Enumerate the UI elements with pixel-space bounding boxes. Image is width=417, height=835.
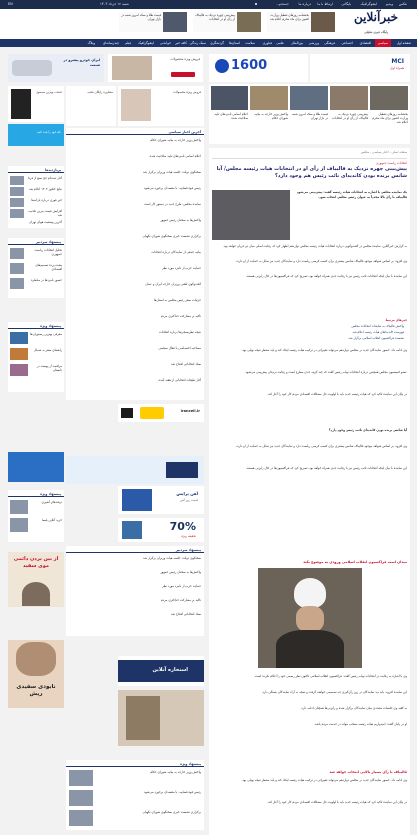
article-subheading: آیا شانس برنده بودن کاندیدای نائب رئیس وجود دارد؟ <box>328 428 407 432</box>
top-bar <box>0 0 417 9</box>
irancell-logo <box>140 407 164 419</box>
nav-item-infographic[interactable]: اینفوگرافیک <box>137 40 154 45</box>
header-story-thumb <box>311 12 335 32</box>
article-kicker: انتخابات ریاست جمهوری <box>376 161 407 165</box>
ad-image <box>122 521 142 539</box>
list-item[interactable]: تحلیل انتخابات ریاست جمهوری <box>34 248 62 256</box>
header-story-text: بخشنامه روزهای تعطیل وزارت کشور برای ماه محرم اعلام شد <box>269 13 309 21</box>
featured-thumb[interactable] <box>250 86 288 110</box>
list-item[interactable]: آخرین وضعیت هوای تهران <box>29 220 62 224</box>
box-title: پیشنهاد ویژه <box>40 491 61 496</box>
nav-item-provinces[interactable]: استان‌ها <box>229 40 240 45</box>
nav-item-film[interactable]: فیلم <box>125 40 131 45</box>
list-item[interactable]: تاکید بر مشارکت حداکثری مردم <box>160 314 201 318</box>
topbar-link-infographic[interactable]: اینفوگرافیک <box>360 2 377 6</box>
list-item[interactable]: واکنش‌ها به سخنان رئیس جمهور <box>160 570 201 574</box>
ad-caption: تخفیف ویژه <box>181 534 196 538</box>
ad-text: ایران خودرو پیشرو در صنعت <box>63 58 100 67</box>
ad-url: irancell.ir <box>180 409 200 413</box>
logo-tagline: پایگاه خبری تحلیلی <box>364 30 388 34</box>
ad-text: نام خود را ثبت کنید <box>37 130 61 134</box>
list-item[interactable]: آغاز تبلیغات انتخاباتی از هفته آینده <box>158 378 201 382</box>
list-item[interactable]: واکنش‌ها به سخنان رئیس جمهور <box>160 218 201 222</box>
left-box-popular <box>8 166 64 228</box>
car-image <box>12 60 52 76</box>
ad-beard[interactable] <box>8 640 64 708</box>
list-item[interactable]: افزایش قیمت بنزین تکذیب شد <box>28 209 62 217</box>
ad-imam-image[interactable] <box>118 690 204 746</box>
list-item[interactable]: سخنگوی دولت: جلسه هیات وزیران برگزار شد <box>142 170 201 174</box>
ad-text: انتخاب بهترین محصول <box>35 90 62 94</box>
list-item[interactable]: ترفندهای آشپزی <box>41 500 62 504</box>
list-item[interactable]: حضور نامزدها در مناظره <box>31 278 62 282</box>
nav-item-world[interactable]: بین‌الملل <box>291 40 303 45</box>
list-item[interactable]: ستاد انتخاباتی افتتاح شد <box>170 362 201 366</box>
article-red-subtitle: قالیباف با رأی بسیار بالایی انتخاب خواهد شد <box>329 770 407 774</box>
nav-item-tourism[interactable]: گردشگری <box>210 40 224 45</box>
list-item[interactable]: معرفی بهترین رستوران‌ها <box>30 332 62 336</box>
box-title: پیشنهاد سردبیر <box>175 547 201 552</box>
language-switch[interactable]: EN <box>8 2 13 6</box>
header-story-text: قیمت طلا و سکه امروز شنبه در بازار تهران <box>121 13 161 21</box>
ad-irancell[interactable] <box>118 404 204 422</box>
list-item[interactable]: حمایت حزب از نامزد مورد نظر <box>162 584 201 588</box>
ad-percent: 70% <box>169 520 196 533</box>
nav-item-blog[interactable]: وبلاگ <box>87 40 95 45</box>
ad-banner-car[interactable] <box>8 54 104 82</box>
article-paragraph: به گفته وی جلسات متعددی میان نمایندگان برگزار شده و رایزنی‌ها همچنان ادامه دارد. <box>300 706 407 710</box>
ad-istikhare[interactable] <box>118 656 204 686</box>
article-photo <box>212 190 290 240</box>
list-item[interactable]: مراقبت از پوست در تابستان <box>36 364 62 372</box>
left-box-editor <box>8 238 64 298</box>
news-thumb[interactable] <box>10 518 28 532</box>
date-display: شنبه ۱۲ خرداد ۱۴۰۳ <box>100 2 129 6</box>
related-link[interactable]: واکنش قالیباف به شایعات انتخابات مجلس <box>351 324 404 328</box>
nav-item-home[interactable]: صفحه اول <box>396 40 411 45</box>
news-thumb[interactable] <box>10 209 24 218</box>
box-title: پیشنهاد سردبیر <box>35 239 61 244</box>
ad-brand-sub: همراه اول <box>389 66 404 70</box>
article-paragraph: این نماینده با بیان اینکه انتخابات نائب رئیس نیز با رقابت جدی همراه خواهد بود، تصریح کرد که فراکسیون‌ها در حال رایزنی هستند. <box>245 466 407 470</box>
list-item[interactable]: رئیس قوه قضاییه: با مفسدان برخورد می‌شود <box>144 790 201 794</box>
header-story-thumb <box>237 12 261 32</box>
featured-caption[interactable]: بخشنامه روزهای تعطیل وزارت کشور برای ماه محرم اعلام شد <box>372 112 408 124</box>
nav-item-economy[interactable]: اقتصادی <box>359 40 371 45</box>
featured-caption[interactable]: پیش‌بینی چهره نزدیک به قالیباف از رأی او در انتخابات <box>332 112 368 120</box>
list-item[interactable]: خبر فوری درباره یارانه‌ها <box>31 198 62 202</box>
middle-box-3 <box>66 760 204 830</box>
ad-iron-price[interactable] <box>118 486 204 514</box>
article-paragraph: او در پایان گفت: امیدواریم هیات رئیسه منتخب بتواند در خدمت مردم باشد. <box>313 722 407 726</box>
topbar-link-photo[interactable]: عکس <box>398 2 407 6</box>
list-item[interactable]: گفت‌وگوی تلفنی وزیران خارجه ایران و عمان <box>145 282 201 286</box>
featured-caption[interactable]: واکنش وزیر خارجه به بیانیه شورای حکام <box>254 112 288 120</box>
product-image <box>121 89 151 121</box>
ad-brand: MCI <box>391 58 404 65</box>
product-bottle <box>11 89 31 119</box>
article-paragraph: وی افزود: بر اساس شواهد موجود قالیباف شانس بیشتری برای کسب کرسی ریاست دارد و نمایندگان جدید نیز تمایل به حمایت از او دارند. <box>235 444 407 448</box>
list-item[interactable]: واکنش وزیر خارجه به بیانیه شورای حکام <box>150 770 201 774</box>
featured-thumb[interactable] <box>330 86 368 110</box>
list-item[interactable]: برگزاری نشست خبری سخنگوی شورای نگهبان <box>142 810 201 814</box>
article-paragraph: وی افزود: بر اساس شواهد موجود قالیباف شانس بیشتری برای کسب کرسی ریاست دارد و نمایندگان جدید نیز تمایل به حمایت از او دارند. <box>235 259 407 263</box>
box-title: پیشنهاد ویژه <box>40 323 61 328</box>
list-item[interactable]: خرید آنلاین بلیط <box>42 518 62 522</box>
list-item[interactable]: سخنگوی دولت: جلسه هیات وزیران برگزار شد <box>142 556 201 560</box>
list-item[interactable]: نتیجه نظرسنجی‌ها درباره انتخابات <box>159 330 201 334</box>
list-item[interactable]: مصاحبه اختصاصی با فعال سیاسی <box>158 346 201 350</box>
box-title: پربازدیدها <box>44 167 61 172</box>
article <box>209 148 410 835</box>
list-item[interactable]: نماینده مجلس: طرح جدید در دستور کار است <box>144 202 201 206</box>
main-navigation <box>0 39 417 47</box>
nav-item-sports[interactable]: ورزشی <box>308 40 319 45</box>
box-title: پیشنهاد ویژه <box>180 761 201 766</box>
ad-left-box[interactable] <box>8 452 64 482</box>
article-paragraph: وی ادامه داد: حضور نمایندگان جدید در مجلس دوازدهم می‌تواند تغییراتی در ترکیب هیات رئیسه ایجاد کند و باید منتظر نتیجه نهایی بود. <box>241 778 407 782</box>
article-paragraph: در پایان این نماینده تاکید کرد که هیات رئیسه جدید باید با اولویت حل مشکلات اقتصادی مردم کار خود را آغاز کند. <box>267 392 407 396</box>
search-icon[interactable] <box>255 3 258 6</box>
nav-item-politics[interactable]: سیاسی <box>375 39 391 47</box>
person-image <box>16 642 56 676</box>
header-story-1[interactable] <box>267 12 335 32</box>
ad-cta-button[interactable] <box>171 72 195 77</box>
list-item[interactable]: برگزاری نشست خبری سخنگوی شورای نگهبان <box>142 234 201 238</box>
left-box-special <box>8 322 64 392</box>
phone-image <box>121 408 133 418</box>
person-image <box>126 696 160 740</box>
ad-subtitle: قیمت روز آهن <box>180 498 198 502</box>
featured-thumb[interactable] <box>370 86 408 110</box>
related-heading: خبرهای مرتبط <box>385 318 407 322</box>
related-link[interactable]: فهرست کاندیداهای هیات رئیسه اعلام شد <box>352 330 404 334</box>
topbar-link-contact[interactable]: ارتباط با ما <box>317 2 333 6</box>
list-item[interactable]: ستاد انتخاباتی افتتاح شد <box>170 612 201 616</box>
topbar-link-video[interactable]: ویدیو <box>385 2 393 6</box>
list-item[interactable]: پشت پرده تصمیم‌های اقتصادی <box>35 263 62 271</box>
logo-box <box>166 462 198 478</box>
breadcrumb[interactable]: صفحه اصلی › اخبار سیاسی › مجلس <box>360 150 407 154</box>
featured-thumb[interactable] <box>211 86 248 110</box>
ad-hair[interactable] <box>8 552 64 607</box>
ad-banner-brand[interactable] <box>310 54 410 82</box>
news-thumb[interactable] <box>10 198 24 207</box>
ad-text: فروش ویژه محصولات <box>170 57 200 61</box>
featured-caption[interactable]: اعلام اسامی نامزدهای تایید صلاحیت شده <box>214 112 248 120</box>
news-thumb[interactable] <box>10 176 24 185</box>
article-lead: یک نماینده مجلس با اشاره به انتخابات هیات رئیسه گفت: پیش‌بینی می‌شود قالیباف با رأی بالا مجدداً به عنوان رئیس مجلس انتخاب شود. <box>296 190 407 199</box>
news-thumb[interactable] <box>10 348 28 360</box>
article-paragraph: این نماینده افزود: باید دید نمایندگان در روز رأی‌گیری چه تصمیمی خواهند گرفت و نتیجه به آراء نمایندگان بستگی دارد. <box>261 690 407 694</box>
news-thumb[interactable] <box>69 810 93 826</box>
person-image <box>22 582 50 606</box>
nav-item-society[interactable]: اجتماعی <box>341 40 353 45</box>
list-item[interactable]: آغاز ثبت‌نام حج تمتع از فردا <box>27 176 62 180</box>
ad-left-blue[interactable] <box>8 124 64 146</box>
list-item[interactable]: حمایت حزب از نامزد مورد نظر <box>162 266 201 270</box>
ad-banner-products[interactable] <box>108 54 203 82</box>
article-paragraph: وی ادامه داد: حضور نمایندگان جدید در مجلس دوازدهم می‌تواند تغییراتی در ترکیب هیات رئیسه ایجاد کند و باید منتظر نتیجه نهایی بود. <box>241 348 407 352</box>
ad-title: نابودی سفیدی ریش <box>16 684 56 697</box>
site-logo[interactable] <box>345 10 407 32</box>
header-story-2[interactable] <box>193 12 261 32</box>
nav-item-cafe[interactable]: کافه خبر <box>175 40 187 45</box>
nav-item-multimedia[interactable]: چندرسانه‌ای <box>102 40 119 45</box>
news-thumb[interactable] <box>10 364 28 376</box>
ad-title: آهن پرایس <box>176 491 198 496</box>
logo-text: خبرآنلاین <box>354 10 398 24</box>
list-item[interactable]: بیانیه جمعی از نمایندگان درباره انتخابات <box>151 250 201 254</box>
ad-middle-1[interactable] <box>66 86 116 126</box>
ad-left-small[interactable] <box>8 86 64 122</box>
face <box>296 606 324 632</box>
turban <box>294 578 326 608</box>
ad-title: استخاره آنلاین <box>152 667 188 673</box>
news-thumb[interactable] <box>69 790 93 806</box>
article-paragraph: در پایان این نماینده تاکید کرد که هیات رئیسه جدید باید با اولویت حل مشکلات اقتصادی مردم کار خود را آغاز کند. <box>267 800 407 804</box>
header-story-3[interactable] <box>119 12 187 32</box>
ad-text: فروش ویژه محصولات <box>173 90 201 94</box>
header-story-thumb <box>163 12 187 32</box>
topbar-link-about[interactable]: درباره ما <box>298 2 311 6</box>
list-item[interactable]: واکنش وزیر خارجه به بیانیه شورای حکام <box>150 138 201 142</box>
article-red-subtitle: میدان است فراکسیون انقلاب اسلامی ورودی به موضوع نکند <box>303 560 407 564</box>
list-item[interactable]: رئیس قوه قضاییه: با مفسدان برخورد می‌شود <box>144 186 201 190</box>
list-item[interactable]: نتایج کنکور ۱۴۰۳ اعلام شد <box>28 187 62 191</box>
featured-thumb[interactable] <box>290 86 328 110</box>
featured-caption[interactable]: قیمت طلا و سکه امروز شنبه در بازار تهران <box>291 112 328 120</box>
product-image <box>112 56 152 80</box>
news-thumb[interactable] <box>10 263 24 274</box>
related-link[interactable]: نشست فراکسیون انقلاب اسلامی برگزار شد <box>348 336 404 340</box>
nav-item-tech[interactable]: فناوری <box>262 40 272 45</box>
middle-box-2 <box>66 546 204 636</box>
news-thumb[interactable] <box>10 187 24 196</box>
ad-image <box>122 489 152 511</box>
header-story-text: پیش‌بینی چهره نزدیک به قالیباف از رأی او در انتخابات <box>195 13 235 21</box>
ad-text: مشاوره رایگان تغذیه <box>87 90 113 94</box>
ad-discount[interactable] <box>118 518 204 542</box>
article-title: پیش‌بینی چهره نزدیک به قالیباف از رأی او در انتخابات هیات رئیسه مجلس/ آیا شانس برنده بودن کاندیدای نائب رئیس هم وجود دارد؟ <box>216 166 407 179</box>
news-thumb[interactable] <box>10 248 24 259</box>
nav-item-culture[interactable]: فرهنگی <box>324 40 335 45</box>
news-thumb[interactable] <box>10 500 28 514</box>
article-paragraph: وی با اشاره به رقابت در انتخابات نواب رئیس گفت: فراکسیون انقلاب اسلامی تاکنون نظر رسمی خود را اعلام نکرده است. <box>254 674 407 678</box>
list-item[interactable]: تاکید بر مشارکت حداکثری مردم <box>160 598 201 602</box>
topbar-link-archive[interactable]: بایگانی <box>341 2 351 6</box>
cleric-photo <box>258 568 362 668</box>
article-paragraph: عضو کمیسیون مجلس همچنین درباره انتخابات نواب رئیس گفت که چند گزینه جدی مطرح است و رقابت نزدیکی پیش‌بینی می‌شود. <box>244 370 407 374</box>
list-item[interactable]: راهنمای سفر به شمال <box>33 348 62 352</box>
nav-item-lifestyle[interactable]: سبک زندگی <box>189 40 206 45</box>
ad-banner-mci[interactable] <box>209 54 308 82</box>
middle-latest-news <box>66 128 204 400</box>
robe <box>276 630 344 668</box>
box-title: آخرین اخبار سیاسی <box>168 129 201 134</box>
list-item[interactable]: اعلام اسامی نامزدهای تایید صلاحیت شده <box>149 154 201 158</box>
article-paragraph: این نماینده با بیان اینکه انتخابات نائب رئیس نیز با رقابت جدی همراه خواهد بود، تصریح کرد که فراکسیون‌ها در حال رایزنی هستند. <box>245 274 407 278</box>
ad-middle-2[interactable] <box>118 86 204 126</box>
nav-item-health[interactable]: سلامت <box>245 40 255 45</box>
article-paragraph: به گزارش خبرآنلاین، نماینده مجلس در گفت‌وگویی درباره انتخابات هیات رئیسه مجلس دوازدهم اظهار کرد که رقابت اصلی میان دو جریان خواهد بود. <box>223 244 407 248</box>
nav-item-reading[interactable]: خواندنی <box>160 40 171 45</box>
ad-title: از بین بردن دائمی موی سفید <box>13 556 59 569</box>
left-box-special-2 <box>8 490 64 542</box>
featured-strip <box>209 84 410 144</box>
list-item[interactable]: جزئیات سفر رئیس مجلس به استان‌ها <box>153 298 201 302</box>
ad-number: 1600 <box>231 58 268 73</box>
search-input[interactable]: جستجو... <box>275 2 289 6</box>
news-thumb[interactable] <box>10 332 28 344</box>
nav-item-science[interactable]: علمی <box>276 40 284 45</box>
news-thumb[interactable] <box>69 770 93 786</box>
phone-icon <box>215 59 229 73</box>
ad-hn[interactable] <box>66 456 204 484</box>
news-thumb[interactable] <box>10 278 24 289</box>
